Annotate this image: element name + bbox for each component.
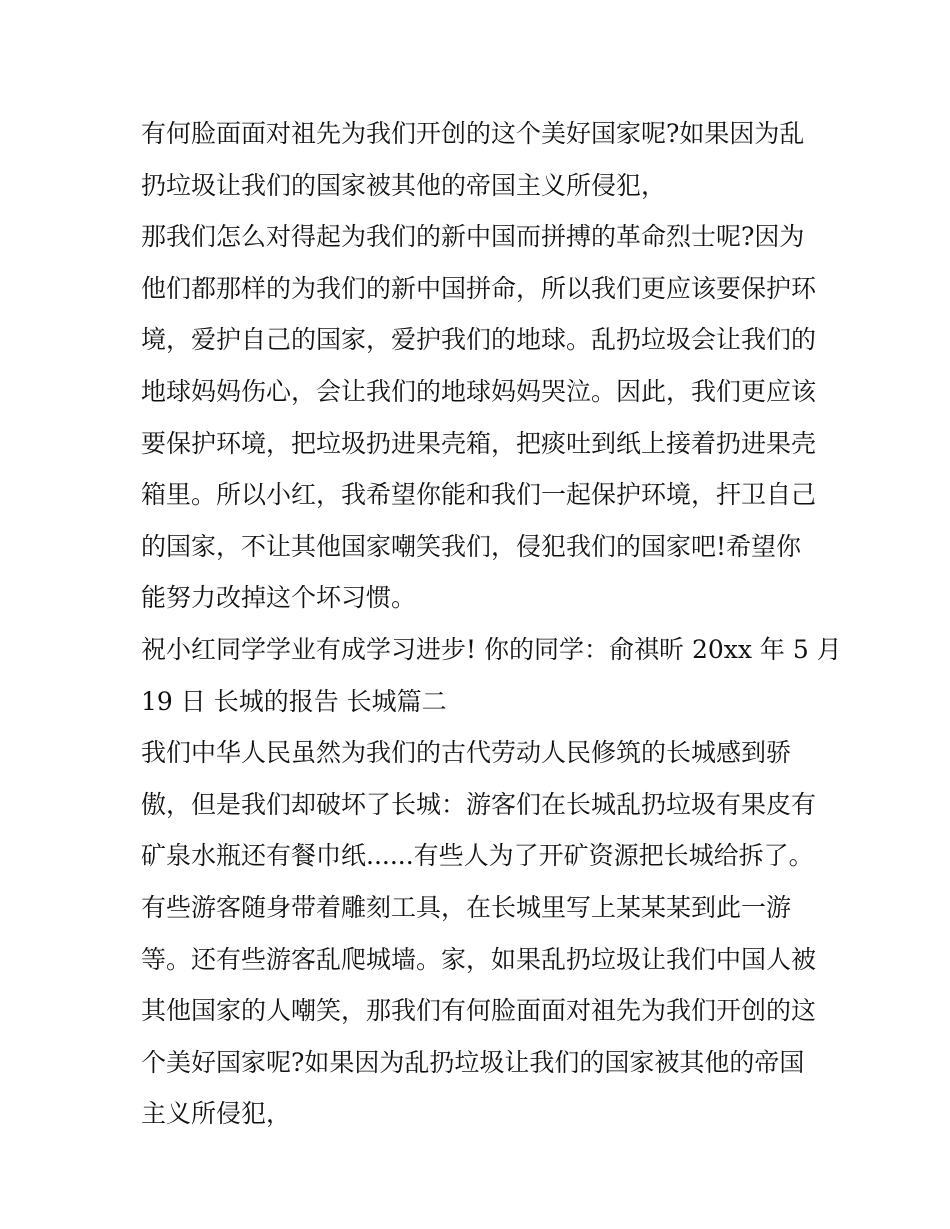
text-line: 等。还有些游客乱爬城墙。家，如果乱扔垃圾让我们中国人被 — [141, 944, 817, 974]
text-line: 有些游客随身带着雕刻工具，在长城里写上某某某到此一游 — [141, 892, 792, 922]
text-line: 傲，但是我们却破坏了长城：游客们在长城乱扔垃圾有果皮有 — [141, 789, 817, 819]
text-line: 扔垃圾让我们的国家被其他的帝国主义所侵犯， — [141, 170, 667, 200]
text-line: 矿泉水瓶还有餐巾纸......有些人为了开矿资源把长城给拆了。 — [141, 841, 814, 871]
text-line: 19 日 长城的报告 长城篇二 — [141, 686, 447, 716]
text-line: 主义所侵犯， — [141, 1099, 292, 1129]
text-line: 地球妈妈伤心，会让我们的地球妈妈哭泣。因此，我们更应该 — [141, 376, 817, 406]
text-line: 有何脸面面对祖先为我们开创的这个美好国家呢?如果因为乱 — [141, 119, 805, 148]
text-line: 其他国家的人嘲笑，那我们有何脸面面对祖先为我们开创的这 — [141, 996, 817, 1026]
text-line: 能努力改掉这个坏习惯。 — [141, 583, 417, 613]
text-line: 的国家，不让其他国家嘲笑我们，侵犯我们的国家吧!希望你 — [141, 531, 802, 561]
text-line: 我们中华人民虽然为我们的古代劳动人民修筑的长城感到骄 — [141, 738, 792, 768]
text-line: 祝小红同学学业有成学习进步! 你的同学：俞祺昕 20xx 年 5 月 — [141, 634, 842, 664]
text-line: 境，爱护自己的国家，爱护我们的地球。乱扔垃圾会让我们的 — [141, 325, 817, 355]
text-line: 箱里。所以小红，我希望你能和我们一起保护环境，扞卫自己 — [141, 480, 817, 510]
text-line: 他们都那样的为我们的新中国拼命，所以我们更应该要保护环 — [141, 273, 817, 303]
text-line: 要保护环境，把垃圾扔进果壳箱，把痰吐到纸上接着扔进果壳 — [141, 428, 817, 458]
body-text — [141, 108, 842, 1140]
text-line: 那我们怎么对得起为我们的新中国而拼搏的革命烈士呢?因为 — [141, 222, 805, 252]
text-line: 个美好国家呢?如果因为乱扔垃圾让我们的国家被其他的帝国 — [141, 1047, 805, 1077]
